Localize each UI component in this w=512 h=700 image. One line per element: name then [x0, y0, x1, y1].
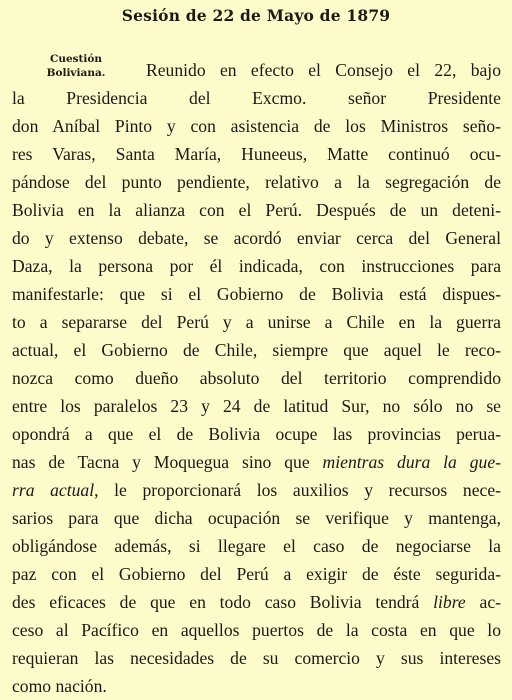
text-line — [12, 84, 501, 112]
italic-text: rra actual — [12, 480, 95, 500]
text-line — [12, 392, 501, 420]
text-line — [12, 112, 501, 140]
line-text: manifestarle: que si el Gobierno de Bolivia está dispues- — [12, 284, 501, 304]
line-text: opondrá a que el de Bolivia ocupe las provincias perua- — [12, 424, 501, 444]
text-line — [12, 224, 501, 252]
line-text: Daza, la persona por él indicada, con instrucciones para — [12, 256, 501, 276]
line-text: actual, el Gobierno de Chile, siempre que aquel le reco- — [12, 340, 501, 360]
text-line — [12, 532, 501, 560]
line-text: obligándose además, si llegare el caso de negociarse la — [12, 536, 501, 556]
line-text: ceso al Pacífico en aquellos puertos de la costa en que lo — [12, 620, 501, 640]
margin-note — [34, 52, 118, 80]
line-text: do y extenso debate, se acordó enviar cerca del General — [12, 228, 501, 248]
text-line — [12, 672, 107, 700]
line-text: nozca como dueño absoluto del territorio comprendido — [12, 368, 501, 388]
text-line — [12, 196, 501, 224]
margin-note-line: Cuestión — [49, 53, 103, 65]
text-line — [12, 420, 501, 448]
text-line — [12, 336, 501, 364]
line-text: don Aníbal Pinto y con asistencia de los Ministros seño- — [12, 116, 501, 136]
line-text: la Presidencia del Excmo. señor Presidente — [12, 88, 501, 108]
text-line — [12, 560, 501, 588]
line-text: sarios para que dicha ocupación se verifique y mantenga, — [12, 508, 501, 528]
line-text: Reunido en efecto el Consejo el 22, bajo — [146, 60, 501, 80]
margin-note-line: Boliviana. — [46, 67, 106, 79]
line-text: nas de Tacna y Moquegua sino que — [12, 452, 323, 472]
text-line — [12, 252, 501, 280]
italic-text: mientras dura la gue- — [322, 452, 501, 472]
text-line — [12, 140, 501, 168]
text-line — [146, 56, 501, 84]
line-text: res Varas, Santa María, Huneeus, Matte continuó ocu- — [12, 144, 501, 164]
text-line — [12, 644, 501, 672]
line-text: to a separarse del Perú y a unirse a Chile en la guerra — [12, 312, 501, 332]
session-heading: Sesión de 22 de Mayo de 1879 — [121, 6, 391, 25]
text-line — [12, 280, 501, 308]
line-text: pándose del punto pendiente, relativo a la segregación de — [12, 172, 501, 192]
italic-text: libre — [433, 592, 466, 612]
text-line — [12, 504, 501, 532]
text-line — [12, 308, 501, 336]
text-line — [12, 476, 501, 504]
line-text: des eficaces de que en todo caso Bolivia tendrá — [12, 592, 434, 612]
line-text: Bolivia en la alianza con el Perú. Después de un deteni- — [12, 200, 501, 220]
line-text: ac- — [465, 592, 501, 612]
text-line — [12, 448, 501, 476]
line-text: como nación. — [12, 676, 107, 696]
text-line — [12, 364, 501, 392]
line-text: requieran las necesidades de su comercio y sus intereses — [12, 648, 501, 668]
line-text: paz con el Gobierno del Perú a exigir de éste segurida- — [12, 564, 501, 584]
text-line — [12, 588, 501, 616]
line-text: , le proporcionará los auxilios y recursos nece- — [94, 480, 501, 500]
text-line — [12, 168, 501, 196]
line-text: entre los paralelos 23 y 24 de latitud Sur, no sólo no se — [12, 396, 501, 416]
